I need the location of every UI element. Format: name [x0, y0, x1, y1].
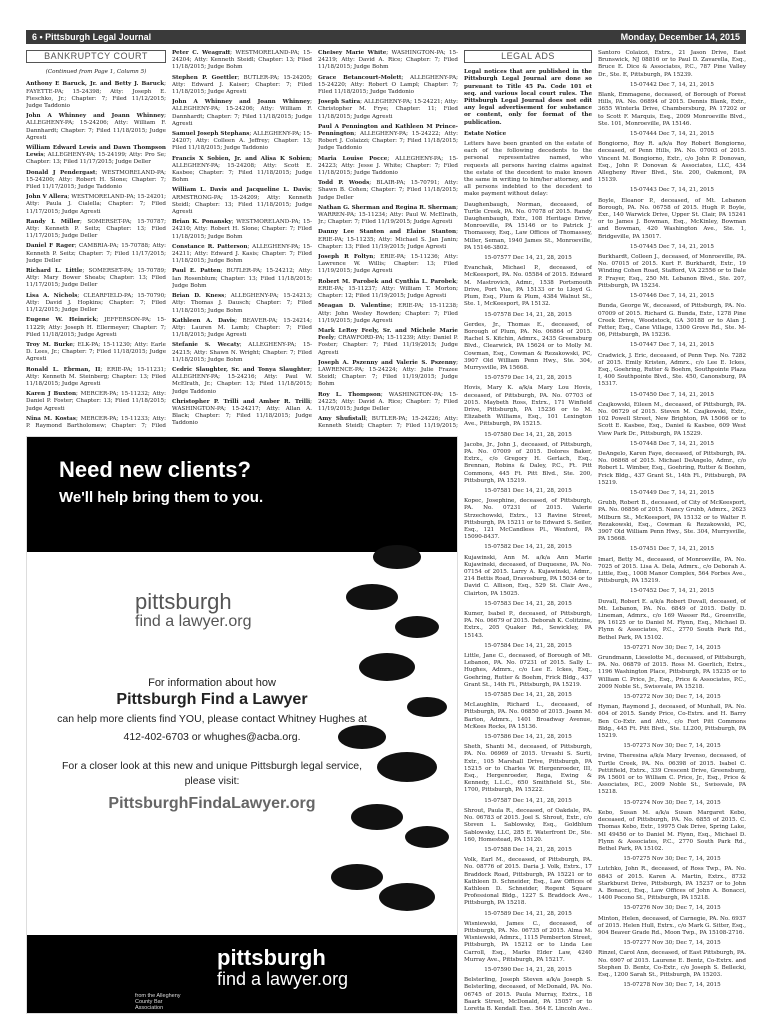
listing-entry: 15-07275 Nov 30; Dec 7, 14, 2015 — [623, 856, 721, 863]
listing-entry: Paul E. Patten; BUTLER-PA; 15-24212; Atty: Ian Rosenblum; Chapter: 13; Filed 11/18/2015; Judge Bohm — [172, 268, 312, 289]
find-a-lawyer-advertisement — [26, 436, 458, 1014]
listing-entry: Joseph R Foltyn; ERIE-PA; 15-11236; Atty: Lawrence W. Willis; Chapter: 13; Filed 11/19/2015; Judge Agresti — [318, 254, 458, 275]
listing-entry: Cedric Slaughter, Sr. and Tonya Slaughter; ALLEGHENY-PA; 15-24216; Atty: Paul W. McElrath, Jr.; Chapter: 13; Filed 11/18/2015; Judge Taddonio — [172, 366, 312, 395]
ad-footer-logo — [217, 945, 348, 990]
listing-entry: 15-07452 Dec 7, 14, 21, 2015 — [630, 588, 714, 595]
listing-entry: Bunda, George W., deceased, of Pittsburgh, PA. No. 07009 of 2015. Richard G. Bunda, Extr., 1278 Pine Creek Drive, Woodstock, GA 30188 or to Alan J. Fetter, Esq., Cane Village, 1300 Grove Rd., Ste. M-06, Pittsburgh, PA 15236. — [598, 303, 746, 339]
listing-entry: Randy L Miller; SOMERSET-PA; 15-70787; Atty: Kenneth P. Seitz; Chapter: 13; Filed 11/17/2015; Judge Deller — [26, 218, 166, 240]
listing-entry: 15-07444 Dec 7, 14, 21, 2015 — [630, 131, 714, 138]
listing-entry: Czajkowski, Eileen M., deceased, of Pittsburgh, PA. No. 06729 of 2015. Steven M. Czajkowski, Extr., 102 Powell Street, New Brighton, PA 15066 or to Scott E. Kasbee, Esq., Daniel & Kasbee, 609 West View Park Dr., Pittsburgh, PA 15229. — [598, 401, 746, 437]
listing-entry: 15-07446 Dec 7, 14, 21, 2015 — [630, 293, 714, 300]
listing-entry: Kebo, Susan M. a/k/a Susan Margaret Kebo, deceased, of Pittsburgh, PA. No. 6855 of 2015. C. Thomas Kebo, Extr., 19975 Oak Drive, Spring Lake, MI 49456 or to Daniel M. Flynn, Esq., Michael D. Flynn & Associates, P.C., 2770 South Park Rd., Bethel Park, PA 15102. — [598, 809, 746, 852]
listing-entry: 15-07579 Dec 14, 21, 28, 2015 — [484, 375, 572, 382]
listing-entry: 15-07276 Nov 30; Dec 7, 14, 2015 — [623, 905, 721, 912]
listing-entry: Samuel Joseph Stephans; ALLEGHENY-PA; 15-24207; Atty: Colleen A. Jeffrey; Chapter: 13; Filed 11/18/2015; Judge Taddonio — [172, 131, 312, 152]
listing-entry: 15-07584 Dec 14, 21, 28, 2015 — [484, 642, 572, 649]
ad-help-text: can help more clients find YOU, please contact Whitney Hughes at — [57, 713, 367, 725]
ad-closer-text: For a closer look at this new and unique Pittsburgh legal service, please visit: — [62, 760, 362, 787]
listing-entry: Peter C. Weagraff; WESTMORELAND-PA; 15-24204; Atty: Kenneth Steidl; Chapter: 13; Filed 11/18/2015; Judge Bohm — [172, 50, 312, 71]
listing-entry: 15-07447 Dec 7, 14, 21, 2015 — [630, 342, 714, 349]
page-number-title: 6 • Pittsburgh Legal Journal — [32, 32, 152, 42]
ad-footer-logo-sub: find a lawyer.org — [217, 969, 349, 989]
listing-entry: 15-07443 Dec 7, 14, 21, 2015 — [630, 187, 714, 194]
listing-entry: Minton, Helen, deceased, of Carnegie, PA. No. 6937 of 2015. Helen Hull, Extrx., c/o Mark G. Sitter, Esq., 904 Beaver Grade Rd., Moon Twp., PA 15108-2716. — [598, 915, 746, 936]
listing-entry: Rinzel, Carol Ann, deceased, of East Pittsburgh, PA. No. 6907 of 2015. Laurene E. Bentz, Co-Extrx. and Stephen D. Bentz, Co-Extr., c/o Joseph S. Bellecki, Esq., 1200 Sarah St., Pittsburgh, PA 15203. — [598, 950, 746, 978]
listing-entry: Brian D. Kness; ALLEGHENY-PA; 15-24213; Atty: Thomas J. Dausch; Chapter: 7; Filed 11/18/2015; Judge Bohm — [172, 293, 312, 314]
listing-entry: Brian K. Ponansky; WESTMORELAND-PA; 15-24210; Atty: Robert H. Slone; Chapter: 7; Filed 11/18/2015; Judge Bohm — [172, 219, 312, 240]
listing-entry: 15-07589 Dec 14, 21, 28, 2015 — [484, 910, 572, 917]
estate-notice-title: Estate Notice — [464, 130, 507, 137]
listing-entry: 15-07587 Dec 14, 21, 28, 2015 — [484, 797, 572, 804]
listing-entry: Ronald L. Ebrman, II; ERIE-PA; 15-11231; Atty: Kenneth M. Steinberg; Chapter: 13; Filed 11/18/2015; Judge Agresti — [26, 366, 166, 387]
listing-entry: Duvall, Robert E. a/k/a Robert Duvall, deceased, of Mt. Lebanon, PA. No. 6849 of 2015. Dolly D. Lineman, Admrx., c/o 169 Wasser Rd., Greenville, PA 16125 or to Daniel M. Flynn, Esq., Michael D. Flynn & Associates, P.C., 2770 South Park Rd., Bethel Park, PA 15102. — [598, 598, 746, 641]
listing-entry: Danny Lee Stanton and Elaine Stanton; ERIE-PA; 15-11235; Atty: Michael S. Jan Janin; Chapter: 13; Filed 11/19/2015; Judge Agresti — [318, 229, 458, 250]
listing-entry: William Edward Lewis and Dawn Thompson Lewis; ALLEGHENY-PA; 15-24199; Atty: Pro Se; Chapter: 13; Filed 11/17/2015; Judge Deller — [26, 145, 166, 166]
listing-entry: Francis X Sobien, Jr. and Alisa K Sobien; ALLEGHENY-PA; 15-24208; Atty: Scott E. Kasbee; Chapter: 7; Filed 11/18/2015; Judge Bohm — [172, 155, 312, 184]
listing-entry: 15-07273 Nov 30; Dec 7, 14, 2015 — [623, 743, 721, 750]
listing-entry: Belsterling, Joseph Steven a/k/a Joseph S. Belsterling, deceased, of McDonald, PA. No. 06745 of 2015. Paula Murray, Extrx., 18 Baark Street, McDonald, PA 15057 or to Loretta B. Kendall, Esq., 564 E. Lincoln Ave., — [464, 977, 592, 1010]
listing-entry: Lutchko, John R., deceased, of Ross Twp., PA. No. 6843 of 2015. Karen A. Martin, Extrx., 8732 Starkburst Drive, Pittsburgh, PA 15237 or to John A. Bonacci, Esq., Law Offices of John A. Bonacci, 1400 Pocono St., Pittsburgh, PA 15218. — [598, 866, 746, 902]
listing-entry: Stephen P. Goettler; BUTLER-PA; 15-24205; Atty: Edward J. Kaiser; Chapter: 7; Filed 11/18/2015; Judge Agresti — [172, 74, 312, 96]
listing-entry: Kujawinski, Ann M. a/k/a Ann Marie Kujawinski, deceased, of Duquesne, PA. No. 07154 of 2015. Larry A. Kujawinski, Admr., 214 Bettis Road, Dravosburg, PA 15034 or to David C. Allison, Esq., 529 St. Clair Ave., Clairton, PA 15025. — [464, 554, 592, 597]
listing-entry: 15-07582 Dec 14, 21, 28, 2015 — [484, 544, 572, 551]
listing-entry: 15-07583 Dec 14, 21, 28, 2015 — [484, 600, 572, 607]
listing-entry: Hovis, Mary K. a/k/a Mary Lou Hovis, deceased, of Pittsburgh, PA. No. 07703 of 2015. Maybeth Ross, Extrx., 171 Winfield Drive, Pittsburgh, PA 15236 or to M. Elizabeth Williams, Esq., 101 Lexington Ave., Pittsburgh, PA 15215. — [464, 385, 592, 428]
listing-entry: Karen J Buxton; MERCER-PA; 15-11232; Atty: Daniel P. Foster; Chapter: 13; Filed 11/18/2015; Judge Agresti — [26, 391, 166, 412]
legal-ads-column-1 — [464, 50, 592, 1010]
listing-entry: Mark LeRoy Feely, Sr. and Michele Marie Feely; CRAWFORD-PA; 15-11239; Atty: Daniel P. Foster; Chapter: 7; Filed 11/19/2015; Judge Agresti — [318, 327, 458, 356]
legal-ads-column-2 — [598, 50, 746, 1010]
legal-ads-heading: LEGAL ADS — [464, 50, 592, 63]
listing-entry: Donald J Pendergast; WESTMORELAND-PA; 15-24200; Atty: Robert H. Slone; Chapter: 7; Filed 11/17/2015; Judge Taddonio — [26, 169, 166, 191]
listing-entry: Richard L. Little; SOMERSET-PA; 15-70789; Atty: Mary Bower Sheats; Chapter: 13; Filed 11/17/2015; Judge Deller — [26, 268, 166, 289]
bankruptcy-column-1 — [26, 50, 166, 430]
ad-footer-from: from the Allegheny County Bar Association — [135, 993, 181, 1011]
listing-entry: Daughenbaugh, Norman, deceased, of Turtle Creek, PA. No. 07078 of 2015. Randy Daughenbaugh, Extr., 108 Heritage Drive, Monroeville, PA 15146 or to Patrick J. Thomassey, Esq., Law Offices of Thomassey, Miller, Seman, 1940 James St., Monroeville, PA 15146-3802. — [464, 201, 592, 251]
listing-entry: John A Whinney and Joann Whinney; ALLEGHENY-PA; 15-24206; Atty: William F. Dannhardt; Chapter: 7; Filed 11/18/2015; Judge Agresti — [172, 99, 312, 127]
listing-entry: Jacobs, Jr., John J., deceased, of Pittsburgh, PA. No. 07009 of 2015. Dolores Baker, Extrx., c/o Gregory H. Gerlach, Esq., Brennan, Robins & Daley, P.C., Ft. Pitt Commons, 445 Ft. Pitt Blvd., Ste. 200, Pittsburgh, PA 15219. — [464, 441, 592, 484]
listing-entry: Hyman, Raymond J., deceased, of Munhall, PA. No. 604 of 2015. Sandy Price, Co-Extrx. and H. Barry Ben Co-Extr. and Attv., c/o Fort Pitt Commons Bldg., 445 Ft. Pitt Blvd., Ste. LL200, Pittsburgh, PA 15219. — [598, 704, 746, 740]
listing-entry: 15-07272 Nov 30; Dec 7, 14, 2015 — [623, 694, 721, 701]
ad-body — [47, 677, 377, 813]
ad-headline: Need new clients? — [59, 457, 251, 482]
listing-entry: 15-07278 Nov 30; Dec 7, 14, 2015 — [623, 982, 721, 989]
listing-entry: 15-07448 Dec 7, 14, 21, 2015 — [630, 440, 714, 447]
ad-url[interactable]: PittsburghFindaLawyer.org — [108, 795, 316, 812]
listing-entry: Anthony E Baruck, Jr. and Betty J. Baruck; FAYETTE-PA; 15-24398; Atty: Joseph E. Fieschko, Jr.; Chapter: 7; Filed 11/12/2015; Judge Taddonio — [26, 81, 166, 110]
listing-entry: Stefanie S. Wecaty; ALLEGHENY-PA; 15-24215; Atty: Shawn N. Wright; Chapter: 7; Filed 11/18/2015; Judge Bohm — [172, 342, 312, 363]
page-header — [26, 30, 746, 44]
continued-note: (Continued from Page 1, Column 5) — [45, 69, 147, 76]
listing-entry: 15-07450 Dec 7, 14, 21, 2015 — [630, 391, 714, 398]
listing-entry: Eugene W. Heinrick; JEFFERSON-PA; 15-11229; Atty: Joseph H. Ellermeyer; Chapter: 7; Filed 11/18/2015; Judge Agresti — [26, 317, 166, 338]
listing-entry: 15-07274 Nov 30; Dec 7, 14, 2015 — [623, 799, 721, 806]
listing-entry: Sheth, Shanti M., deceased, of Pittsburgh, PA. No. 06969 of 2015. Urvashi S. Surti, Extr., 105 Marshall Drive, Pittsburgh, PA 15215 or to Charles W. Hergenroeder, III, Esq., Hergenroeder, Rega, Ewing & Kennedy, L.L.C., 650 Smithfield St., Ste. 1700, Pittsburgh, PA 15222. — [464, 744, 592, 794]
listing-entry: Imarl, Betty M., deceased, of Monroeville, PA. No. 7025 of 2015. Lisa A. Dela, Admrx., c/o Deborah A. Little, Esq., 1008 Manor Complex, 564 Forbes Ave., Pittsburgh, PA 15219. — [598, 556, 746, 585]
ad-logo — [135, 589, 252, 631]
listing-entry: DeAngelo, Karen Faye, deceased, of Pittsburgh, PA. No. 06868 of 2015. Michael DeAngelo, Admr., c/o Robert L. Wimber, Esq., Goehring, Rutter & Boehm, Frick Bldg., 437 Grant St., 14th Fl., Pittsburgh, PA 15219. — [598, 450, 746, 486]
listing-entry: Gerdes, Jr., Thomas E., deceased, of Borough of Plum, PA. No. 06864 of 2015. Rachel S. Kitchin, Admrx., 2435 Greensburg Blvd., Clearwick, PA 15624 or to Molly M. Cowman, Esq., Cowman & Rezakowski, PC, 3907 Old William Penn Hwy., Ste. 304, Murrysville, PA 15668. — [464, 321, 592, 371]
ad-footer — [27, 935, 458, 1014]
listing-entry: Wisniewski, James C., deceased, of Pittsburgh, PA. No. 06735 of 2015. Alma M. Wisniewski, Admrx., 1115 Pemberton Street, Pittsburgh, PA 15212 or to Linda Lee Carroll, Esq., Marks Elder Law, 4240 Murray Ave., Pittsburgh, PA 15217. — [464, 920, 592, 963]
listing-entry: 15-07451 Dec 7, 14, 21, 2015 — [630, 546, 714, 553]
listing-entry: Little, Jane C., deceased, of Borough of Mt. Lebanon, PA. No. 07231 of 2015. Sally L. Hughes, Admrx., c/o Lee E. Ickes, Esq., Goehring, Rutter & Boehm, Frick Bldg., 437 Grant St., 14th Fl., Pittsburgh, PA 15219. — [464, 653, 592, 688]
listing-entry: Irvine, Theresina a/k/a Mary Irvenso, deceased, of Turtle Creek, PA. No. 06398 of 2015. Isabel C. Pettitfield, Extrx., 339 Crescent Drive, Greensburg, PA 15601 or to William C. Price, Jr., Esq., Price & Associates, P.C., 2009 Noble St., Swissvale, PA 15218. — [598, 753, 746, 796]
listing-entry: John V Allera; WESTMORELAND-PA; 15-24201; Atty: Paula J. Cialella; Chapter: 7; Filed 11/17/2015; Judge Agresti — [26, 194, 166, 215]
listing-entry: 15-07578 Dec 14, 21, 28, 2015 — [484, 311, 572, 318]
listing-entry: Daniel F Rager; CAMBRIA-PA; 15-70788; Atty: Kenneth P. Seitz; Chapter: 7; Filed 11/17/2015; Judge Deller — [26, 243, 166, 264]
listing-entry: Roy L. Thompson; WASHINGTON-PA; 15-24225; Atty: David A. Rice; Chapter: 7; Filed 11/19/2015; Judge Deller — [318, 391, 458, 412]
listing-entry: 15-07577 Dec 14, 21, 28, 2015 — [484, 255, 572, 262]
ad-logo-main: pittsburgh — [135, 589, 232, 614]
legal-ads-note: Legal notices that are published in the Pittsburgh Legal Journal are done so pursuant to Title 45 Pa. Code 101 et seq. and various local court rules. The Pittsburgh Legal Journal does not edit any legal advertisement for substance or content, only for format of the publication. — [464, 69, 592, 126]
listing-entry: Maria Louise Pocce; ALLEGHENY-PA; 15-24223; Atty: Jesse J. White; Chapter: 7; Filed 11/18/2015; Judge Taddonio — [318, 155, 458, 177]
issue-date: Monday, December 14, 2015 — [620, 32, 740, 42]
listing-entry: 15-07271 Nov 30; Dec 7, 14, 2015 — [623, 644, 721, 651]
bankruptcy-column-3 — [318, 50, 458, 430]
listing-entry: Amy Shufistall; BUTLER-PA; 15-24226; Atty: Kenneth Steidl; Chapter: 7; Filed 11/19/2015; — [318, 416, 458, 430]
listing-entry: Cradwick, J. Eric, deceased, of Penn Twp. No. 7282 of 2015. Emily Kristen, Admrx., c/o Lee E. Ickes, Esq., Goehring, Rutter & Boehm, Southpointe Plaza I, 400 Southpointe Blvd., Ste. 450, Canonsburg, PA 15317. — [598, 352, 746, 388]
listing-entry: Joseph Satira; ALLEGHENY-PA; 15-24221; Atty: Christopher M. Frye; Chapter: 11; Filed 11/18/2015; Judge Agresti — [318, 99, 458, 120]
listing-entry: Christopher P. Trilli and Amber R. Trilli; WASHINGTON-PA; 15-24217; Atty: Allan A. Black; Chapter: 7; Filed 11/18/2015; Judge Taddonio — [172, 398, 312, 427]
listing-entry: 15-07580 Dec 14, 21, 28, 2015 — [484, 431, 572, 438]
listing-entry: 15-07590 Dec 14, 21, 28, 2015 — [484, 966, 572, 973]
bankruptcy-column-2 — [172, 50, 312, 430]
listing-entry: John A Whinney and Joann Whinney; ALLEGHENY-PA; 15-24206; Atty: William F. Dannhardt; Chapter: 7; Filed 11/18/2015; Judge Agresti — [26, 113, 166, 141]
listing-entry: McLaughlin, Richard L., deceased, of Pittsburgh, PA. No. 06850 of 2015. Joann M. Barton, Admrx., 1401 Broadway Avenue, McKees Rocks, PA 15136. — [464, 702, 592, 730]
ad-footer-logo-main: pittsburgh — [217, 945, 326, 970]
listing-entry: Nina M. Kostas; MERCER-PA; 15-11233; Atty: P. Raymond Bartholomew; Chapter: 7; Filed — [26, 415, 166, 429]
listing-entry: 15-07581 Dec 14, 21, 28, 2015 — [484, 487, 572, 494]
listing-entry: Kopec, Josephine, deceased, of Pittsburgh, PA. No. 07231 of 2015. Valerie Strzechowski, Extrx., 13 Ravine Street, Pittsburgh, PA 15211 or to Edward S. Seiler, Esq., 121 McCandless Pl., Wexford, PA 15090-8437. — [464, 498, 592, 541]
listing-entry: Paul A Pennington and Kathleen M Prince-Pennington; ALLEGHENY-PA; 15-24222; Atty: Robert J. Colaizzi; Chapter: 7; Filed 11/18/2015; Judge Taddonio — [318, 123, 458, 152]
listing-entry: 15-07277 Nov 30; Dec 7, 14, 2015 — [623, 940, 721, 947]
listing-entry: 15-07588 Dec 14, 21, 28, 2015 — [484, 846, 572, 853]
listing-entry: Grundmann, Lieselotte M., deceased, of Pittsburgh, PA. No. 06879 of 2015. Ross M. Goerlich, Extrx., 1196 Washington Place, Pittsburgh, PA 15235 or to William C. Price, Jr., Esq., Price & Associates, P.C., 2009 Noble St., Swissvale, PA 15218. — [598, 655, 746, 690]
listing-entry: Robert M. Parobek and Cynthia L. Parobek; ERIE-PA; 15-11237; Atty: William T. Morton; Chapter: 12; Filed 11/19/2015; Judge Agresti — [318, 278, 458, 300]
listing-entry: 15-07449 Dec 7, 14, 21, 2015 — [630, 489, 714, 496]
listing-entry: 15-07445 Dec 7, 14, 21, 2015 — [630, 243, 714, 250]
listing-entry: Todd P. Woods; BLAIR-PA; 15-70791; Atty: Shawn B. Cohen; Chapter: 7; Filed 11/18/2015; Judge Deller — [318, 180, 458, 201]
listing-entry: Grace Betancourt-Molett; ALLEGHENY-PA; 15-24220; Atty: Robert O Lampl; Chapter: 7; Filed 11/18/2015; Judge Taddonio — [318, 74, 458, 96]
listing-entry: Kumer, Isabel P., deceased, of Pittsburgh, PA. No. 06679 of 2015. Deborah K. Colitzine, Extrx., 205 Quaker Rd., Sewickley, PA 15143. — [464, 611, 592, 639]
listing-entry: Kathleen A. Davis; BEAVER-PA; 15-24214; Atty: Lauren M. Lamb; Chapter: 7; Filed 11/18/2015; Judge Agresti — [172, 317, 312, 339]
listing-entry: Grubb, Robert B., deceased, of City of McKeesport, PA. No. 06856 of 2015. Nancy Grubb, Admrx., 2623 Milburn St., McKeesport, PA 15132 or to Walter F. Rezakowski, Esq., Cowman & Rezakowski, PC, 3907 Old William Penn Hwy., Ste. 304, Murrysville, PA 15668. — [598, 500, 746, 543]
listing-entry: Joseph A. Pszenny and Valerie S. Pszenny; LAWRENCE-PA; 15-24224; Atty: Julie Frazee Steidl; Chapter: 7; Filed 11/19/2015; Judge Bohm — [318, 359, 458, 388]
listing-entry: Blank, Emmagene, deceased, of Borough of Forest Hills, PA. No. 06894 of 2015. Dennis Blank, Extr., 3655 Winterla Drive, Chambersburg, PA 17202 or to Scott F. Marquis, Esq., 2009 Monroeville Blvd., Ste. 101, Monroeville, PA 15146. — [598, 92, 746, 127]
ad-logo-sub: find a lawyer.org — [135, 613, 252, 630]
ad-subhead: We'll help bring them to you. — [59, 489, 264, 506]
listing-entry: 15-07442 Dec 7, 14, 21, 2015 — [630, 81, 714, 88]
listing-entry: Boyle, Eleanor P., deceased, of Mt. Lebanon Borough, PA. No. 06758 of 2015. Hugh P. Boyle, Exr., 140 Warwick Drive, Upper St. Clair, PA 15241 or to James J. Bowman, Esq., McKinley, Bowman and Bowman, 420 Washington Ave., Ste. 1, Bridgeville, PA 15017. — [598, 197, 746, 240]
listing-entry: 15-07586 Dec 14, 21, 28, 2015 — [484, 734, 572, 741]
listing-entry: 15-07585 Dec 14, 21, 28, 2015 — [484, 692, 572, 699]
listing-entry: Bongiorno, Roy R. a/k/a Roy Robert Bongiorno, deceased, of Penn Hills, PA. No. 07003 of 2015. Vincent M. Bongiorno, Extr., c/o John P. Donovan, Esq., John P. Donovan & Associates, LLC, 434 Allegheny River Blvd., Ste. 200, Oakmont, PA 15139. — [598, 141, 746, 184]
ad-program-name: Pittsburgh Find a Lawyer — [116, 691, 308, 708]
listing-entry: William L. Davis and Jacqueline L. Davis; ARMSTRONG-PA; 15-24209; Atty: Kenneth Steidl; Chapter: 13; Filed 11/18/2015; Judge Agresti — [172, 187, 312, 216]
ad-info-line: For information about how — [148, 677, 276, 689]
estate-notice-intro: Letters have been granted on the estate of each of the following decedents to the personal representative named, who requests all persons having claims against the estate of the decedent to make known the same in writing to him/her attorney, and all persons indebted to the decedent to make payment without delay: — [464, 141, 592, 198]
listing-entry: Volk, Earl M., deceased, of Pittsburgh, PA. No. 08776 of 2015. Daria J. Volk, Extrx., 17 Braddock Road, Pittsburgh, PA 15221 or to Kathleen D. Schneider, Esq., Law Offices of Kathleen D. Schneider, Regent Square Professional Bldg., 1227 S. Braddock Ave., Pittsburgh, PA 15218. — [464, 857, 592, 907]
listing-entry: Troy M. Burke; ELK-PA; 15-11230; Atty: Earle D. Lees, Jr.; Chapter: 7; Filed 11/18/2015; Judge Agresti — [26, 341, 166, 363]
listing-entry: Chelsey Marie White; WASHINGTON-PA; 15-24219; Atty: David A. Rice; Chapter: 7; Filed 11/18/2015; Judge Bohm — [318, 50, 458, 71]
listing-entry: Santoro Colaizzi, Extrx., 21 Jason Drive, East Brunswick, NJ 08816 or to Paul D. Zavarella, Esq., Bruce E. Dice & Associates, P.C., 787 Pine Valley Dr., Ste. E, Pittsburgh, PA 15239. — [598, 50, 746, 78]
listing-entry: Shrout, Paula R., deceased, of Oakdale, PA. No. 06783 of 2015. Joel S. Shrout, Extr., c/o Steven L. Sablowsky, Esq., Goldblum Sablowsky, LLC, 285 E. Waterfront Dr., Ste. 160, Homestead, PA 15120. — [464, 807, 592, 843]
bankruptcy-court-heading: BANKRUPTCY COURT — [26, 50, 166, 63]
listing-entry: Evanchak, Michael P., deceased, of McKeesport, PA. No. 05584 of 2015. Edward M. Mastrovich, Admr., 1538 Portsmouth Drive, Port Vue, PA 15133 or to Lloyd G. Plum, Esq., Plum & Plum, 4384 Walnut St., Ste. 1, McKeesport, PA 15132. — [464, 265, 592, 308]
listing-entry: Meagan D. Valentine; ERIE-PA; 15-11238; Atty: John Wesley Rowden; Chapter: 7; Filed 11/19/2015; Judge Agresti — [318, 303, 458, 324]
listing-entry: Nathan G. Sherman and Regina R. Sherman; WARREN-PA; 15-11234; Atty: Paul W. McElrath, Jr.; Chapter: 7; Filed 11/19/2015; Judge Agresti — [318, 204, 458, 226]
listing-entry: Burkhardt, Colleen J., deceased, of Monroeville, PA. No. 07015 of 2015. Kurt F. Burkhardt, Extr., 19 Winding Cohen Road, Stafford, VA 22556 or to Dale P. Frayer, Esq., 250 Mt. Lebanon Blvd., Ste. 207, Pittsburgh, PA 15234. — [598, 254, 746, 289]
listing-entry: Lisa A. Nichols; CLEARFIELD-PA; 15-70790; Atty: David J. Hopkins; Chapter: 7; Filed 11/12/2015; Judge Deller — [26, 292, 166, 314]
ad-contact: 412-402-6703 or whughes@acba.org. — [123, 731, 301, 743]
listing-entry: Constance R. Patterson; ALLEGHENY-PA; 15-24211; Atty: Edward J. Kasis; Chapter: 7; Filed 11/18/2015; Judge Bohm — [172, 243, 312, 265]
